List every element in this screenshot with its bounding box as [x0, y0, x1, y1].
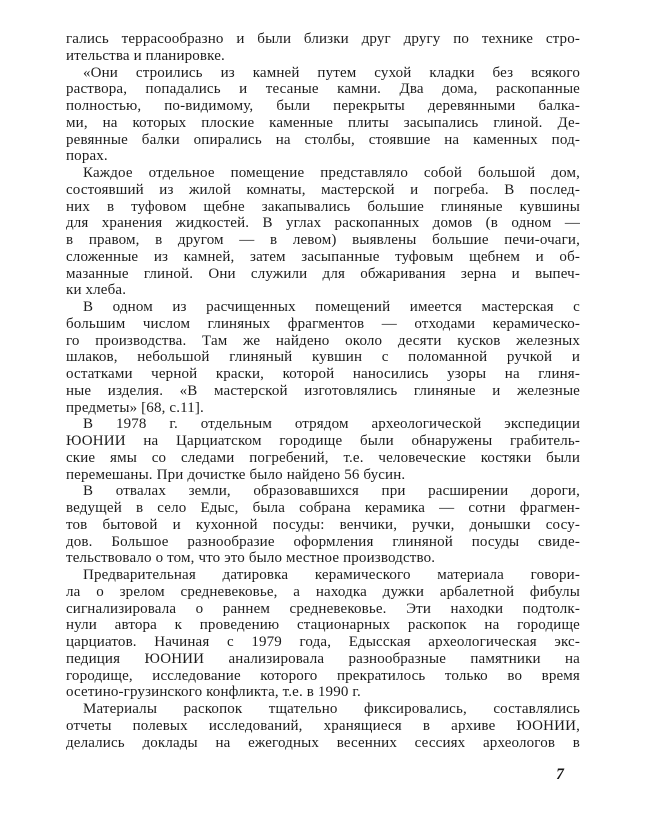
- paragraph: [66, 701, 580, 751]
- text-line: ительства и планировке.: [66, 47, 225, 64]
- paragraph: [66, 299, 580, 416]
- text-line: ведущей в село Едыс, была собрана керамика — сотни фрагмен-: [66, 500, 580, 516]
- text-line: царциатов. Начиная с 1979 года, Едысская археологическая экс-: [66, 634, 580, 650]
- paragraph: [66, 31, 580, 65]
- text-line: раствора, попадались и тесаные камни. Два дома, раскопанные: [66, 81, 580, 98]
- text-line: В одном из расчищенных помещений имеется мастерская с: [83, 299, 580, 315]
- paragraph: [66, 567, 580, 701]
- text-line: дов. Большое разнообразие оформления глиняной посуды свиде-: [66, 533, 580, 550]
- text-line: В 1978 г. отдельным отрядом археологической экспедиции: [83, 416, 580, 433]
- text-line: в правом, в другом — в левом) выявлены большие печи-очаги,: [66, 232, 580, 248]
- text-line: ки хлеба.: [66, 282, 127, 299]
- text-line: большим числом глиняных фрагментов — отходами керамическо-: [66, 315, 580, 332]
- paragraph: [66, 416, 580, 483]
- text-line: шлаков, небольшой глиняный кувшин с поломанной ручкой и: [66, 349, 580, 366]
- text-line: го производства. Там же найдено около десяти кусков железных: [66, 332, 580, 349]
- text-line: ские ямы со следами погребений, т.е. человеческие костяки были: [66, 449, 580, 466]
- text-line: перемешаны. При дочистке было найдено 56 бусин.: [66, 466, 406, 483]
- text-block: [66, 31, 580, 751]
- paragraph: [66, 165, 580, 299]
- text-line: Каждое отдельное помещение представляло собой большой дом,: [83, 165, 580, 181]
- text-line: мазанные глиной. Они служили для обжаривания зерна и выпеч-: [66, 265, 580, 282]
- text-line: гались террасообразно и были близки друг другу по технике стро-: [66, 31, 580, 47]
- text-line: делались доклады на ежегодных весенних сессиях археологов в: [66, 734, 580, 751]
- text-line: нули автора к проведению стационарных раскопок на городище: [66, 617, 580, 634]
- paragraph: [66, 483, 580, 567]
- paragraph: [66, 65, 580, 166]
- text-line: тов бытовой и кухонной посуды: венчики, ручки, донышки сосу-: [66, 516, 580, 533]
- text-line: состоявший из жилой комнаты, мастерской и погреба. В послед-: [66, 181, 580, 198]
- page-number: 7: [556, 766, 564, 783]
- text-line: Предварительная датировка керамического материала говори-: [83, 567, 580, 583]
- text-line: сложенные из камней, затем засыпанные туфовым щебнем и об-: [66, 248, 580, 265]
- text-line: Материалы раскопок тщательно фиксировались, составлялись: [83, 701, 580, 717]
- text-line: порах.: [66, 148, 108, 165]
- text-line: В отвалах земли, образовавшихся при расширении дороги,: [83, 483, 580, 500]
- text-line: тельствовало о том, что это было местное производство.: [66, 550, 436, 567]
- text-line: ла о зрелом средневековье, а находка дужки арбалетной фибулы: [66, 583, 580, 600]
- text-line: ЮОНИИ на Царциатском городище были обнаружены грабитель-: [66, 433, 580, 449]
- text-line: педиция ЮОНИИ анализировала разнообразные памятники на: [66, 650, 580, 667]
- text-line: «Они строились из камней путем сухой кладки без всякого: [83, 64, 580, 81]
- text-line: отчеты полевых исследований, хранящиеся в архиве ЮОНИИ,: [66, 717, 580, 734]
- text-line: осетино-грузинского конфликта, т.е. в 1990 г.: [66, 684, 361, 701]
- text-line: остатками черной краски, которой наносились узоры на глиня-: [66, 366, 580, 382]
- text-line: ми, на которых плоские каменные плиты засыпались глиной. Де-: [66, 114, 580, 131]
- text-line: городище, исследование которого прекратилось только во время: [66, 667, 580, 684]
- text-line: сигнализировала о раннем средневековье. Эти находки подтолк-: [66, 600, 580, 617]
- text-line: полностью, по-видимому, были перекрыты деревянными балка-: [66, 98, 580, 114]
- text-line: них в туфовом щебне закапывались большие глиняные кувшины: [66, 198, 580, 215]
- text-line: ревянные балки опирались на столбы, стоявшие на каменных под-: [66, 131, 580, 148]
- text-line: ные изделия. «В мастерской изготовлялись глиняные и железные: [66, 382, 580, 399]
- text-line: для хранения жидкостей. В углах раскопанных домов (в одном —: [66, 215, 580, 232]
- text-line: предметы» [68, с.11].: [66, 399, 204, 416]
